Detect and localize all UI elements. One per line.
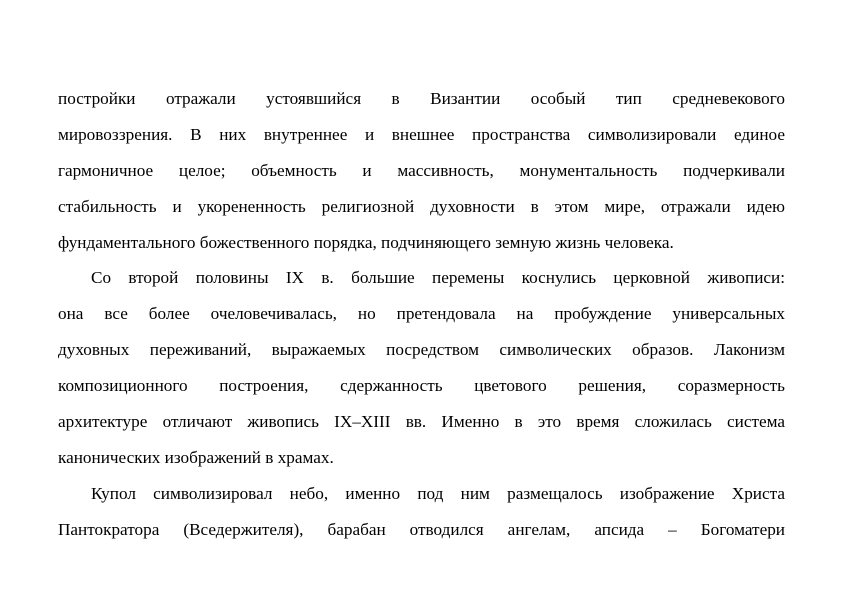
text-line: Со второй половины IX в. большие перемены коснулись церковной живописи: [91,268,785,288]
text-line: архитектуре отличают живопись IX–XIII вв. Именно в это время сложилась система [58,412,785,432]
text-line: канонических изображений в храмах. [58,447,334,467]
text-line: фундаментального божественного порядка, подчиняющего земную жизнь человека. [58,232,674,252]
text-line: Пантократора (Вседержителя), барабан отводился ангелам, апсида – Богоматери [58,519,785,539]
text-line: духовных переживаний, выражаемых посредством символических образов. Лаконизм [58,340,785,360]
text-line: гармоничное целое; объемность и массивность, монументальность подчеркивали [58,160,785,180]
text-line: стабильность и укорененность религиозной духовности в этом мире, отражали идею [58,196,785,216]
body-text [58,86,785,553]
text-line: композиционного построения, сдержанность цветового решения, соразмерность [58,376,785,396]
text-line: она все более очеловечивалась, но претендовала на пробуждение универсальных [58,304,785,324]
text-line: постройки отражали устоявшийся в Византии особый тип средневекового [58,89,785,108]
text-line: мировоззрения. В них внутреннее и внешнее пространства символизировали единое [58,124,785,144]
text-line: Купол символизировал небо, именно под ним размещалось изображение Христа [91,483,785,503]
